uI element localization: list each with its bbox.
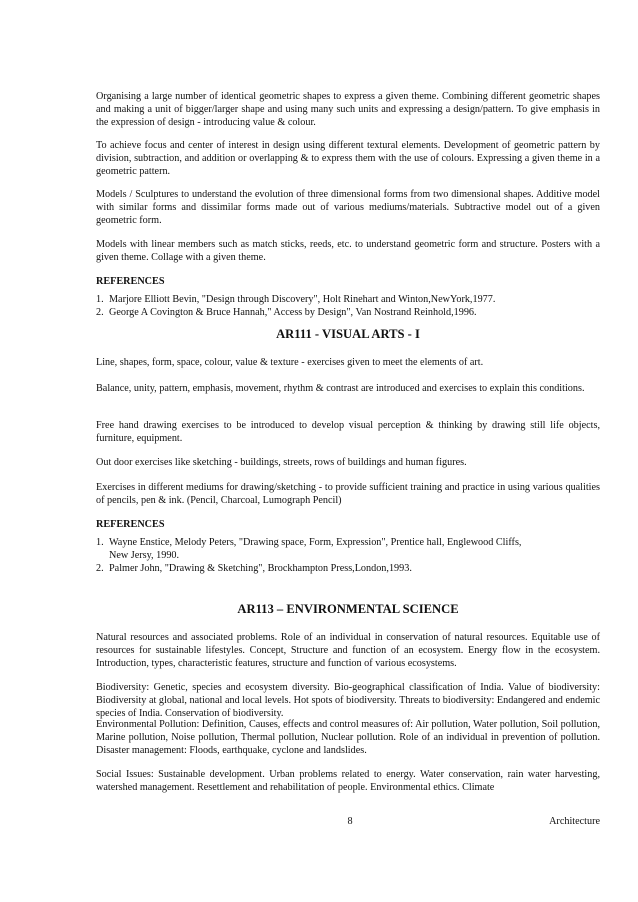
- intro-paragraph-4: Models with linear members such as match sticks, reeds, etc. to understand geometric form and structure. Posters with a given theme. Collage with a given theme.: [96, 239, 600, 263]
- reference-number: 1.: [96, 537, 104, 548]
- reference-number: 2.: [96, 563, 104, 574]
- intro-paragraph-3: Models / Sculptures to understand the evolution of three dimensional forms from two dimensional shapes. Additive model with similar forms and dissimilar forms made out of various mediums/materials. Subtractive model out of a given geometric form.: [96, 189, 600, 226]
- footer-section-label: Architecture: [549, 816, 600, 827]
- ar111-paragraph-2: Balance, unity, pattern, emphasis, movement, rhythm & contrast are introduced and exercises to explain this conditions.: [96, 383, 585, 394]
- reference-item: [96, 562, 600, 575]
- ar111-paragraph-5: Exercises in different mediums for drawing/sketching - to provide sufficient training and practice in using various qualities of pencils, pen & ink. (Pencil, Charcoal, Lumograph Pencil): [96, 482, 600, 506]
- reference-item: [96, 306, 600, 319]
- intro-paragraph-1: Organising a large number of identical geometric shapes to express a given theme. Combining different geometric shapes and making a unit of bigger/larger shape and using many such units and expressing a design/pattern. To give emphasis in the expression of design - introducing value & colour.: [96, 91, 600, 128]
- ar113-paragraph-2: Biodiversity: Genetic, species and ecosystem diversity. Bio-geographical classification of India. Value of biodiversity: Biodiversity at global, national and local levels. Hot spots of biodiversity. Threats to biodiversity: Endangered and endemic species of India. Conservation of biodiversity.: [96, 682, 600, 719]
- reference-number: 2.: [96, 307, 104, 318]
- ar111-paragraph-1: Line, shapes, form, space, colour, value & texture - exercises given to meet the elements of art.: [96, 357, 484, 368]
- section-title-ar111: AR111 - VISUAL ARTS - I: [276, 327, 420, 341]
- page-number: 8: [347, 816, 353, 827]
- reference-text: George A Covington & Bruce Hannah," Access by Design", Van Nostrand Reinhold,1996.: [109, 307, 477, 318]
- references-heading: REFERENCES: [96, 519, 165, 530]
- ar111-paragraph-3: Free hand drawing exercises to be introduced to develop visual perception & thinking by drawing still life objects, furniture, equipment.: [96, 420, 600, 444]
- ar113-paragraph-4: Social Issues: Sustainable development. Urban problems related to energy. Water conservation, rain water harvesting, watershed management. Resettlement and rehabilitation of people. Environmental ethics. Climate: [96, 769, 600, 793]
- intro-paragraph-2: To achieve focus and center of interest in design using different textural elements. Development of geometric pattern by division, subtraction, and addition or overlapping & to express them with the use of colours. Expressing a given theme in a geometric pattern.: [96, 140, 600, 177]
- reference-item: [96, 536, 600, 562]
- reference-text: Wayne Enstice, Melody Peters, "Drawing space, Form, Expression", Prentice hall, Englewood Cliffs,: [109, 537, 522, 548]
- ar111-paragraph-4: Out door exercises like sketching - buildings, streets, rows of buildings and human figures.: [96, 457, 467, 468]
- reference-text-continued: New Jersy, 1990.: [109, 550, 180, 561]
- ar113-paragraph-3: Environmental Pollution: Definition, Causes, effects and control measures of: Air pollution, Water pollution, Soil pollution, Marine pollution, Noise pollution, Thermal pollution, Nuclear pollution. Role of an individual in prevention of pollution. Disaster management: Floods, earthquake, cyclone and landslides.: [96, 719, 600, 756]
- reference-text: Palmer John, "Drawing & Sketching", Brockhampton Press,London,1993.: [109, 563, 412, 574]
- ar113-paragraph-1: Natural resources and associated problems. Role of an individual in conservation of natural resources. Equitable use of resources for sustainable lifestyles. Concept, Structure and function of an ecosystem. Energy flow in the ecosystem. Introduction, types, characteristic features, structure and function of various ecosystems.: [96, 632, 600, 669]
- section-title-ar113: AR113 – ENVIRONMENTAL SCIENCE: [237, 602, 459, 616]
- references-heading: REFERENCES: [96, 276, 165, 287]
- reference-text: Marjore Elliott Bevin, "Design through Discovery", Holt Rinehart and Winton,NewYork,1977.: [109, 294, 496, 305]
- reference-item: [96, 293, 600, 306]
- reference-number: 1.: [96, 294, 104, 305]
